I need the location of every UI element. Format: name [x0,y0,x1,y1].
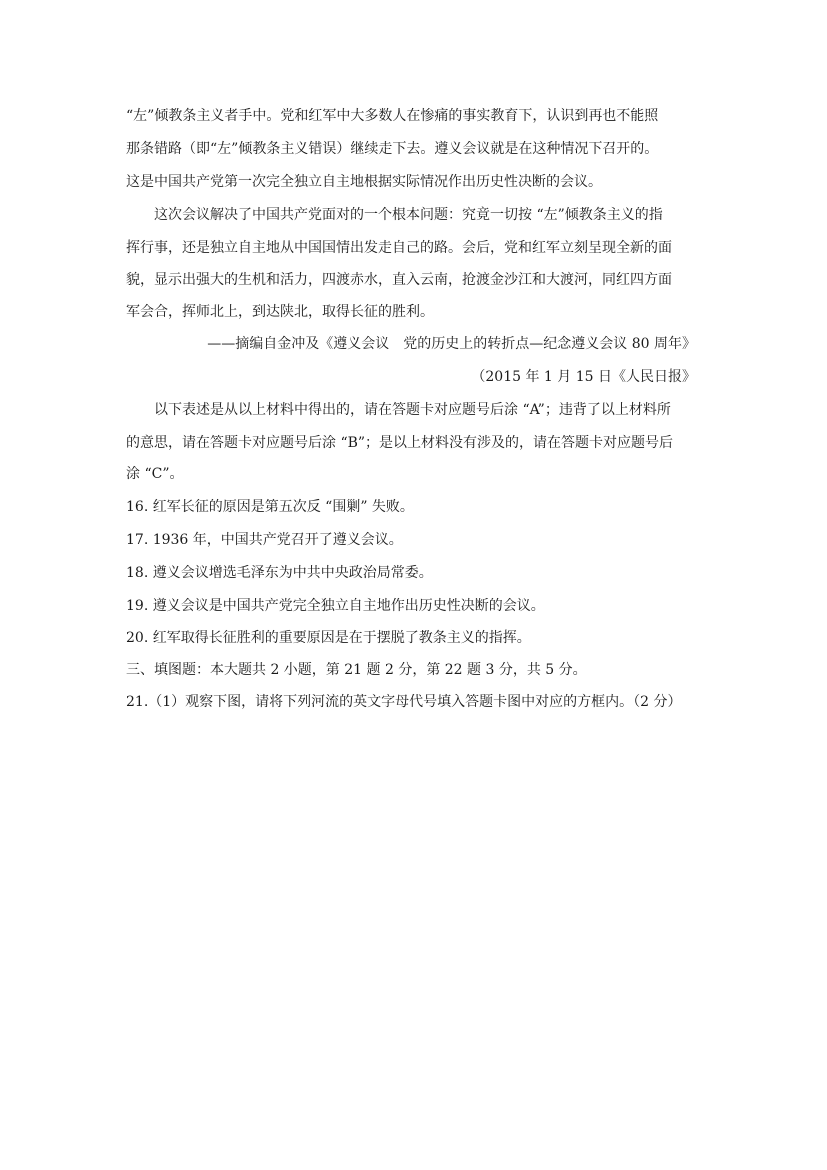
question-18: 18. 遵义会议增选毛泽东为中共中央政治局常委。 [126,565,433,581]
instruction-line: 以下表述是从以上材料中得出的，请在答题卡对应题号后涂 “A”；违背了以上材料所 [154,402,671,418]
passage-line: 貌，显示出强大的生机和活力，四渡赤水，直入云南，抢渡金沙江和大渡河，同红四方面 [126,272,672,288]
instruction-line: 涂 “C”。 [126,466,184,482]
passage-line: 军会合，挥师北上，到达陕北，取得长征的胜利。 [126,304,434,320]
source-date: （2015 年 1 月 15 日《人民日报》 [471,369,696,385]
section-heading: 三、填图题：本大题共 2 小题，第 21 题 2 分，第 22 题 3 分，共 5 分。 [126,662,587,678]
passage-line: 那条错路（即“左”倾教条主义错误）继续走下去。遵义会议就是在这种情况下召开的。 [126,141,659,157]
passage-line: 挥行事，还是独立自主地从中国国情出发走自己的路。会后，党和红军立刻呈现全新的面 [126,240,672,256]
question-21: 21.（1）观察下图，请将下列河流的英文字母代号填入答题卡图中对应的方框内。（2 分） [126,694,682,710]
question-17: 17. 1936 年，中国共产党召开了遵义会议。 [126,532,403,548]
passage-line: “左”倾教条主义者手中。党和红军中大多数人在惨痛的事实教育下，认识到再也不能照 [126,108,659,124]
source-citation: ——摘编自金冲及《遵义会议 党的历史上的转折点—纪念遵义会议 80 周年》 [207,336,696,352]
question-16: 16. 红军长征的原因是第五次反 “围剿” 失败。 [126,499,414,515]
instruction-line: 的意思，请在答题卡对应题号后涂 “B”；是以上材料没有涉及的，请在答题卡对应题号后 [126,435,674,451]
passage-line: 这是中国共产党第一次完全独立自主地根据实际情况作出历史性决断的会议。 [126,174,602,190]
question-19: 19. 遵义会议是中国共产党完全独立自主地作出历史性决断的会议。 [126,598,545,614]
passage-line: 这次会议解决了中国共产党面对的一个根本问题：究竟一切按 “左”倾教条主义的指 [154,207,663,223]
question-20: 20. 红军取得长征胜利的重要原因是在于摆脱了教条主义的指挥。 [126,630,531,646]
